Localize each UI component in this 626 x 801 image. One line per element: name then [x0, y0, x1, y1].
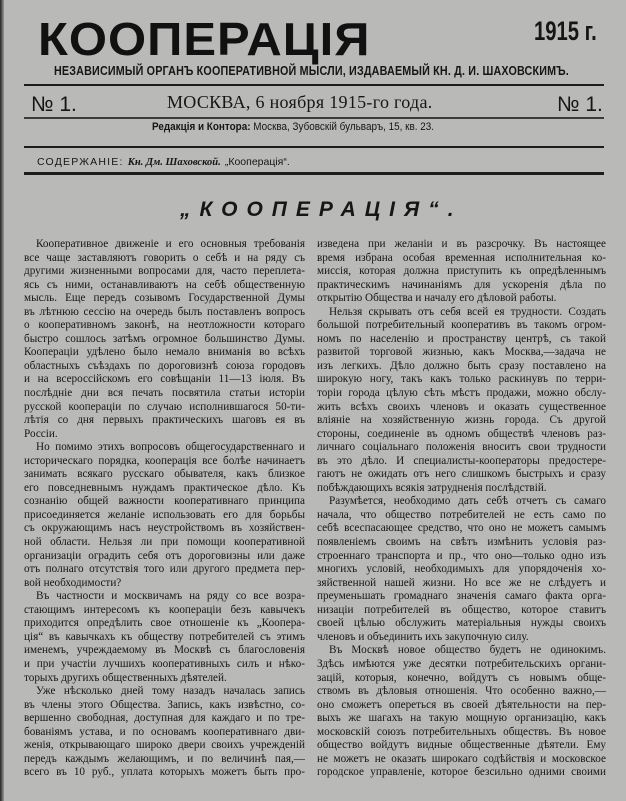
text-line: зяйственной нашей жизни. Но все же не слѣдуетъ и — [317, 576, 606, 589]
text-line: побѣждающихъ всякiя затрудненiя послѣдствiй. — [317, 481, 547, 494]
paragraph — [24, 590, 305, 685]
divider-thick — [24, 172, 604, 175]
masthead-subtitle: НЕЗАВИСИМЫЙ ОРГАНЪ КООПЕРАТИВНОЙ МЫСЛИ, ИЗДАВАЕМЫЙ КН. Д. И. ШАХОВСКИМЪ. — [54, 64, 569, 78]
text-line: членовъ и объединить ихъ закупочную силу. — [317, 630, 529, 643]
text-line: своей цѣлью обслужить матерiальныя нужды своихъ — [317, 617, 606, 630]
text-line: общество войдутъ видные общественные дѣятели. Ему — [317, 739, 606, 752]
text-line: въ члены этого Общества. Запись, какъ извѣстно, со- — [24, 698, 305, 711]
divider — [24, 146, 604, 148]
office-info — [152, 121, 434, 133]
text-line: и при участiи лучшихъ кооперативныхъ силъ и нѣко- — [24, 657, 305, 670]
contents-item: „Кооперацiя“. — [224, 156, 290, 168]
text-line: отъ полнаго отсутствiя того или другого предмета пер- — [24, 563, 305, 576]
divider — [24, 117, 604, 119]
article-column-left — [24, 238, 305, 780]
paragraph — [317, 644, 606, 779]
text-line: городское управленiе, которое безсильно одними своими — [317, 766, 606, 779]
paragraph — [317, 495, 606, 644]
text-line: номъ по населенiю и пространству центрѣ, съ такой — [317, 332, 606, 345]
text-line: вой необходимости? — [24, 576, 122, 589]
issue-number-right: № 1. — [557, 93, 603, 116]
office-label: Редакцiя и Контора: — [152, 121, 251, 133]
text-line: развитой торговой жизнью, какъ Москва,—задача не — [317, 346, 606, 359]
text-line: появленiемъ своимъ на свѣтъ измѣнить условiя раз- — [317, 536, 606, 549]
text-line: женiя, открывающаго широко двери своихъ учрежденiй — [24, 739, 305, 752]
text-line: влiянiе на хозяйственную жизнь города. Съ другой — [317, 414, 606, 427]
article-column-right — [317, 238, 606, 780]
paragraph — [24, 685, 305, 780]
scan-edge — [0, 0, 4, 801]
text-line: Кооперацiи удѣлено было немало вниманiя во всѣхъ — [24, 346, 305, 359]
text-line: въ лѣтнюю сессiю на очередь былъ поставленъ вопросъ — [24, 305, 305, 318]
text-line: всего въ 10 руб., уплата которыхъ можетъ быть про- — [24, 766, 305, 779]
text-line: открытiю Общества и началу его дѣловой работы. — [317, 292, 557, 305]
contents-label: СОДЕРЖАНIЕ: — [37, 156, 124, 168]
article-title: „КООПЕРАЦIЯ“. — [180, 198, 463, 221]
text-line: Уже нѣсколько дней тому назадъ началась запись — [36, 685, 305, 698]
issue-number-left: № 1. — [31, 93, 77, 116]
text-line: организацiи оградить себя отъ дороговизны или даже — [24, 549, 305, 562]
text-line: вершенно свободная, доступная для каждаго и по тре- — [24, 712, 305, 725]
text-line: въ это дѣло. И специалисты-кооператоры предостере- — [317, 454, 606, 467]
text-line: Россiи. — [24, 427, 58, 440]
text-line: приходится опредѣлить свое отношенiе къ „Коопера- — [24, 617, 305, 630]
text-line: изведена при желанiи и въ разсрочку. Въ настоящее — [317, 238, 606, 250]
text-line: гаютъ не ожидать отъ него слишкомъ быстрыхъ и сразу — [317, 468, 606, 481]
paragraph — [317, 238, 606, 306]
text-line: большой потребительный кооперативъ въ такомъ огром- — [317, 319, 606, 332]
text-line: оно сможетъ опереться въ своей дѣятельности на пер- — [317, 698, 606, 711]
text-line: ствомъ въ дѣловыя отношенiя. Что особенно важно,— — [317, 685, 606, 698]
paragraph — [24, 238, 305, 441]
text-line: лѣтiя со дня первыхъ практическихъ шаговъ ея въ — [24, 414, 305, 427]
masthead-title: КООПЕРАЦIЯ — [38, 14, 371, 66]
divider — [24, 84, 604, 86]
text-line: областныхъ съѣздахъ по дороговизнѣ союза городовъ — [24, 359, 305, 372]
text-line: низацiи потребителей въ общество, которое ставитъ — [317, 603, 606, 616]
text-line: выхъ же шагахъ на такую мощную организацiю, какъ — [317, 712, 606, 725]
paragraph — [317, 306, 606, 496]
text-line: русской кооперацiи по случаю исполнившагося 50-ти- — [24, 400, 305, 413]
text-line: многихъ условiй, необходимыхъ для упорядоченiя хо- — [317, 563, 606, 576]
text-line: сознанiю общей важности кооперативнаго принципа — [24, 495, 305, 508]
text-line: не можетъ не оказать широкаго содѣйствiя и московское — [317, 752, 606, 765]
text-line: съ окружающимъ насъ неустройствомъ въ хозяйствен- — [24, 522, 305, 535]
text-line: бованiямъ устава, и по основамъ кооперативнаго дви- — [24, 725, 305, 738]
text-line: цiя“ въ кавычкахъ къ обществу потребителей съ этимъ — [24, 630, 305, 643]
text-line: время избрана особая временная исполнительная ко- — [317, 251, 606, 264]
paragraph — [24, 441, 305, 590]
text-line: стороны, соединенiе въ одномъ обществѣ членовъ раз- — [317, 427, 606, 440]
text-line: именемъ, учреждаемому въ Москвѣ съ благословенiя — [24, 644, 305, 657]
text-line: его повседневнымъ нуждамъ практическое дѣло. Къ — [24, 481, 305, 494]
text-line: широкую ногу, такъ какъ только раскинувъ по терри- — [317, 373, 606, 386]
publication-year: 1915 г. — [534, 16, 597, 46]
text-line: послѣднiе дни вся печать посвятила статьи исторiи — [24, 387, 305, 400]
text-line: жить всѣхъ своихъ членовъ и оказать существенное — [317, 400, 606, 413]
text-line: Въ Москвѣ новое общество будетъ не одинокимъ. — [329, 644, 606, 657]
text-line: Здѣсь имѣются уже десятки потребительскихъ органи- — [317, 657, 606, 670]
text-line: быстро сошлось затѣмъ огромное большинство Думы. — [24, 332, 305, 345]
text-line: мысль. Еще передъ созывомъ Государственной Думы — [24, 292, 305, 305]
contents-line — [37, 156, 290, 168]
text-line: преуменьшать громаднаго значенiя самаго факта орга- — [317, 590, 606, 603]
text-line: изъ легкихъ. Дѣло должно быть сразу поставлено на — [317, 359, 606, 372]
office-address: Москва, Зубовскiй бульваръ, 15, кв. 23. — [253, 121, 435, 133]
text-line: практическимъ начинанiямъ для ускоренiя дѣла по — [317, 278, 606, 291]
text-line: Кооперативное движенiе и его основныя требованiя — [36, 238, 305, 250]
text-line: зацiй, которыя, конечно, войдутъ съ новымъ обще- — [317, 671, 606, 684]
text-line: миссiя, которая должна приступить къ опредѣленнымъ — [317, 265, 606, 278]
text-line: строеннаго транспорта и пр., что оно—только одно изъ — [317, 549, 606, 562]
text-line: ясь съ ними, останавливаютъ на себѣ общественную — [24, 278, 305, 291]
text-line: и на всероссiйскомъ его совѣщанiи 11—13 iюля. Въ — [24, 373, 305, 386]
text-line: другими жизненными вопросами для, часто переплета- — [24, 265, 305, 278]
text-line: начала, что общество потребителей не есть само по — [317, 508, 606, 521]
text-line: занимать всякаго русскаго обывателя, какъ близкое — [24, 468, 305, 481]
dateline: МОСКВА, 6 ноября 1915-го года. — [167, 92, 433, 112]
text-line: Но помимо этихъ вопросовъ общегосударственнаго и — [36, 441, 305, 454]
text-line: ной области. Нельзя ли при помощи кооперативной — [24, 536, 305, 549]
text-line: личнаго соцiальнаго положенiя вноситъ свои трудности — [317, 441, 606, 454]
text-line: Нельзя скрывать отъ себя всей ея трудности. Создать — [329, 305, 606, 318]
text-line: московскiй союзъ потребительныхъ обществъ. Въ новое — [317, 725, 606, 738]
text-line: торiи города цѣлую сѣть мѣстъ продажи, можно обслу- — [317, 387, 606, 400]
text-line: присоединяется желанiе использовать его для борьбы — [24, 508, 305, 521]
text-line: торыхъ другихъ общественныхъ дѣятелей. — [24, 671, 227, 684]
text-line: стающимъ интересомъ къ кооперацiи безъ кавычекъ — [24, 603, 305, 616]
contents-author: Кн. Дм. Шаховской. — [127, 157, 221, 168]
text-line: Въ частности и москвичамъ на ряду со все возра- — [36, 590, 305, 603]
text-line: себѣ всеспасающее средство, что оно не можетъ самымъ — [317, 522, 606, 535]
text-line: Разумѣется, необходимо дать себѣ отчетъ съ самаго — [329, 495, 606, 508]
text-line: передъ каждымъ желающимъ, и по величинѣ пая,— — [24, 752, 305, 765]
text-line: о кооперативномъ законѣ, на неотложности котораго — [24, 319, 305, 332]
text-line: историческаго порядка, кооперацiя все болѣе начинаетъ — [24, 454, 305, 467]
text-line: все чаще заставляютъ говорить о себѣ и на ряду съ — [24, 251, 305, 264]
